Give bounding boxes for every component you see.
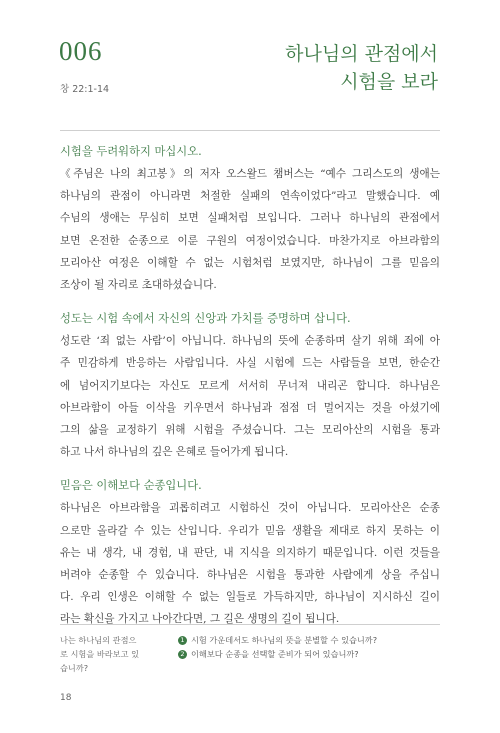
reflection-prompt [60, 633, 160, 675]
paragraph-line: 수님의 생애는 무심히 보면 실패처럼 보입니다. 그러나 하나님의 관점에서 [60, 212, 440, 225]
paragraph-line: 라는 확신을 가지고 나아간다면, 그 길은 생명의 길이 됩니다. [60, 613, 340, 626]
section-heading: 시험을 두려워하지 마십시오. [60, 145, 202, 158]
reflection-prompt-line: 습니까? [60, 663, 89, 673]
section-2 [60, 308, 440, 463]
paragraph-line: 아브라함이 아들 이삭을 키우면서 하나님과 점점 더 멀어지는 것을 아셨기에 [60, 401, 440, 414]
paragraph-line: 으로만 올라갈 수 있는 산입니다. 우리가 믿음 생활을 제대로 하지 못하는 이 [60, 524, 440, 537]
paragraph-line: 《주님은 나의 최고봉》의 저자 오스왈드 챔버스는 “예수 그리스도의 생애는 [60, 168, 440, 180]
question-text: 시험 가운데서도 하나님의 뜻을 분별할 수 있습니까? [191, 635, 378, 645]
paragraph-line: 하나님은 아브라함을 괴롭히려고 시험하신 것이 아닙니다. 모리아산은 순종 [60, 502, 440, 515]
title-line-1: 하나님의 관점에서 [285, 43, 438, 65]
top-divider [60, 130, 440, 131]
section-1 [60, 141, 440, 296]
page-number: 18 [60, 693, 72, 703]
section-heading: 믿음은 이해보다 순종입니다. [60, 479, 202, 493]
question-item [178, 633, 448, 647]
paragraph-line: 그의 삶을 교정하기 위해 시험을 주셨습니다. 그는 모리아산의 시험을 통과 [60, 424, 440, 437]
page-title [178, 40, 438, 96]
article-body [60, 141, 440, 643]
paragraph-line: 다. 우리 인생은 이해할 수 없는 일들로 가득하지만, 하나님이 지시하신 길이 [60, 591, 440, 604]
day-number: 006 [59, 36, 103, 66]
paragraph-line: 조상이 될 자리로 초대하셨습니다. [60, 279, 217, 292]
paragraph-line: 유는 내 생각, 내 경험, 내 판단, 내 지식을 의지하기 때문입니다. 이런 것들을 [60, 546, 440, 559]
paragraph-line: 주 민감하게 반응하는 사람입니다. 사실 시험에 드는 사람들을 보면, 한순간 [60, 357, 440, 370]
question-number-badge: 1 [178, 636, 187, 645]
paragraph-line: 하나님의 관점이 아니라면 처절한 실패의 연속이었다”라고 말했습니다. 예 [60, 190, 440, 203]
paragraph-line: 하고 나서 하나님의 깊은 은혜로 들어가게 됩니다. [60, 446, 289, 459]
paragraph-line: 모리아산 여정은 이해할 수 없는 시험처럼 보였지만, 하나님이 그를 믿음의 [60, 256, 440, 269]
question-number-badge: 2 [178, 650, 187, 659]
question-item [178, 647, 448, 661]
bottom-divider [60, 624, 440, 625]
paragraph-line: 보면 온전한 순종으로 이룬 구원의 여정이었습니다. 마찬가지로 아브라함의 [60, 234, 440, 247]
title-line-2: 시험을 보라 [340, 71, 438, 93]
reflection-prompt-line: 나는 하나님의 관점으 [60, 635, 137, 645]
paragraph-line: 버려야 순종할 수 있습니다. 하나님은 시험을 통과한 사람에게 상을 주십니 [60, 569, 440, 582]
section-heading: 성도는 시험 속에서 자신의 신앙과 가치를 증명하며 삽니다. [60, 312, 351, 326]
section-3 [60, 475, 440, 630]
question-text: 이해보다 순종을 선택할 준비가 되어 있습니까? [191, 649, 359, 659]
paragraph-line: 에 넘어지기보다는 자신도 모르게 서서히 무너져 내리곤 합니다. 하나님은 [60, 379, 440, 392]
scripture-reference: 창 22:1-14 [60, 84, 110, 95]
paragraph-line: 성도란 ‘죄 없는 사람’이 아닙니다. 하나님의 뜻에 순종하며 살기 위해 죄에 아 [60, 335, 440, 348]
reflection-questions [178, 633, 448, 661]
reflection-prompt-line: 로 시험을 바라보고 있 [60, 649, 139, 659]
